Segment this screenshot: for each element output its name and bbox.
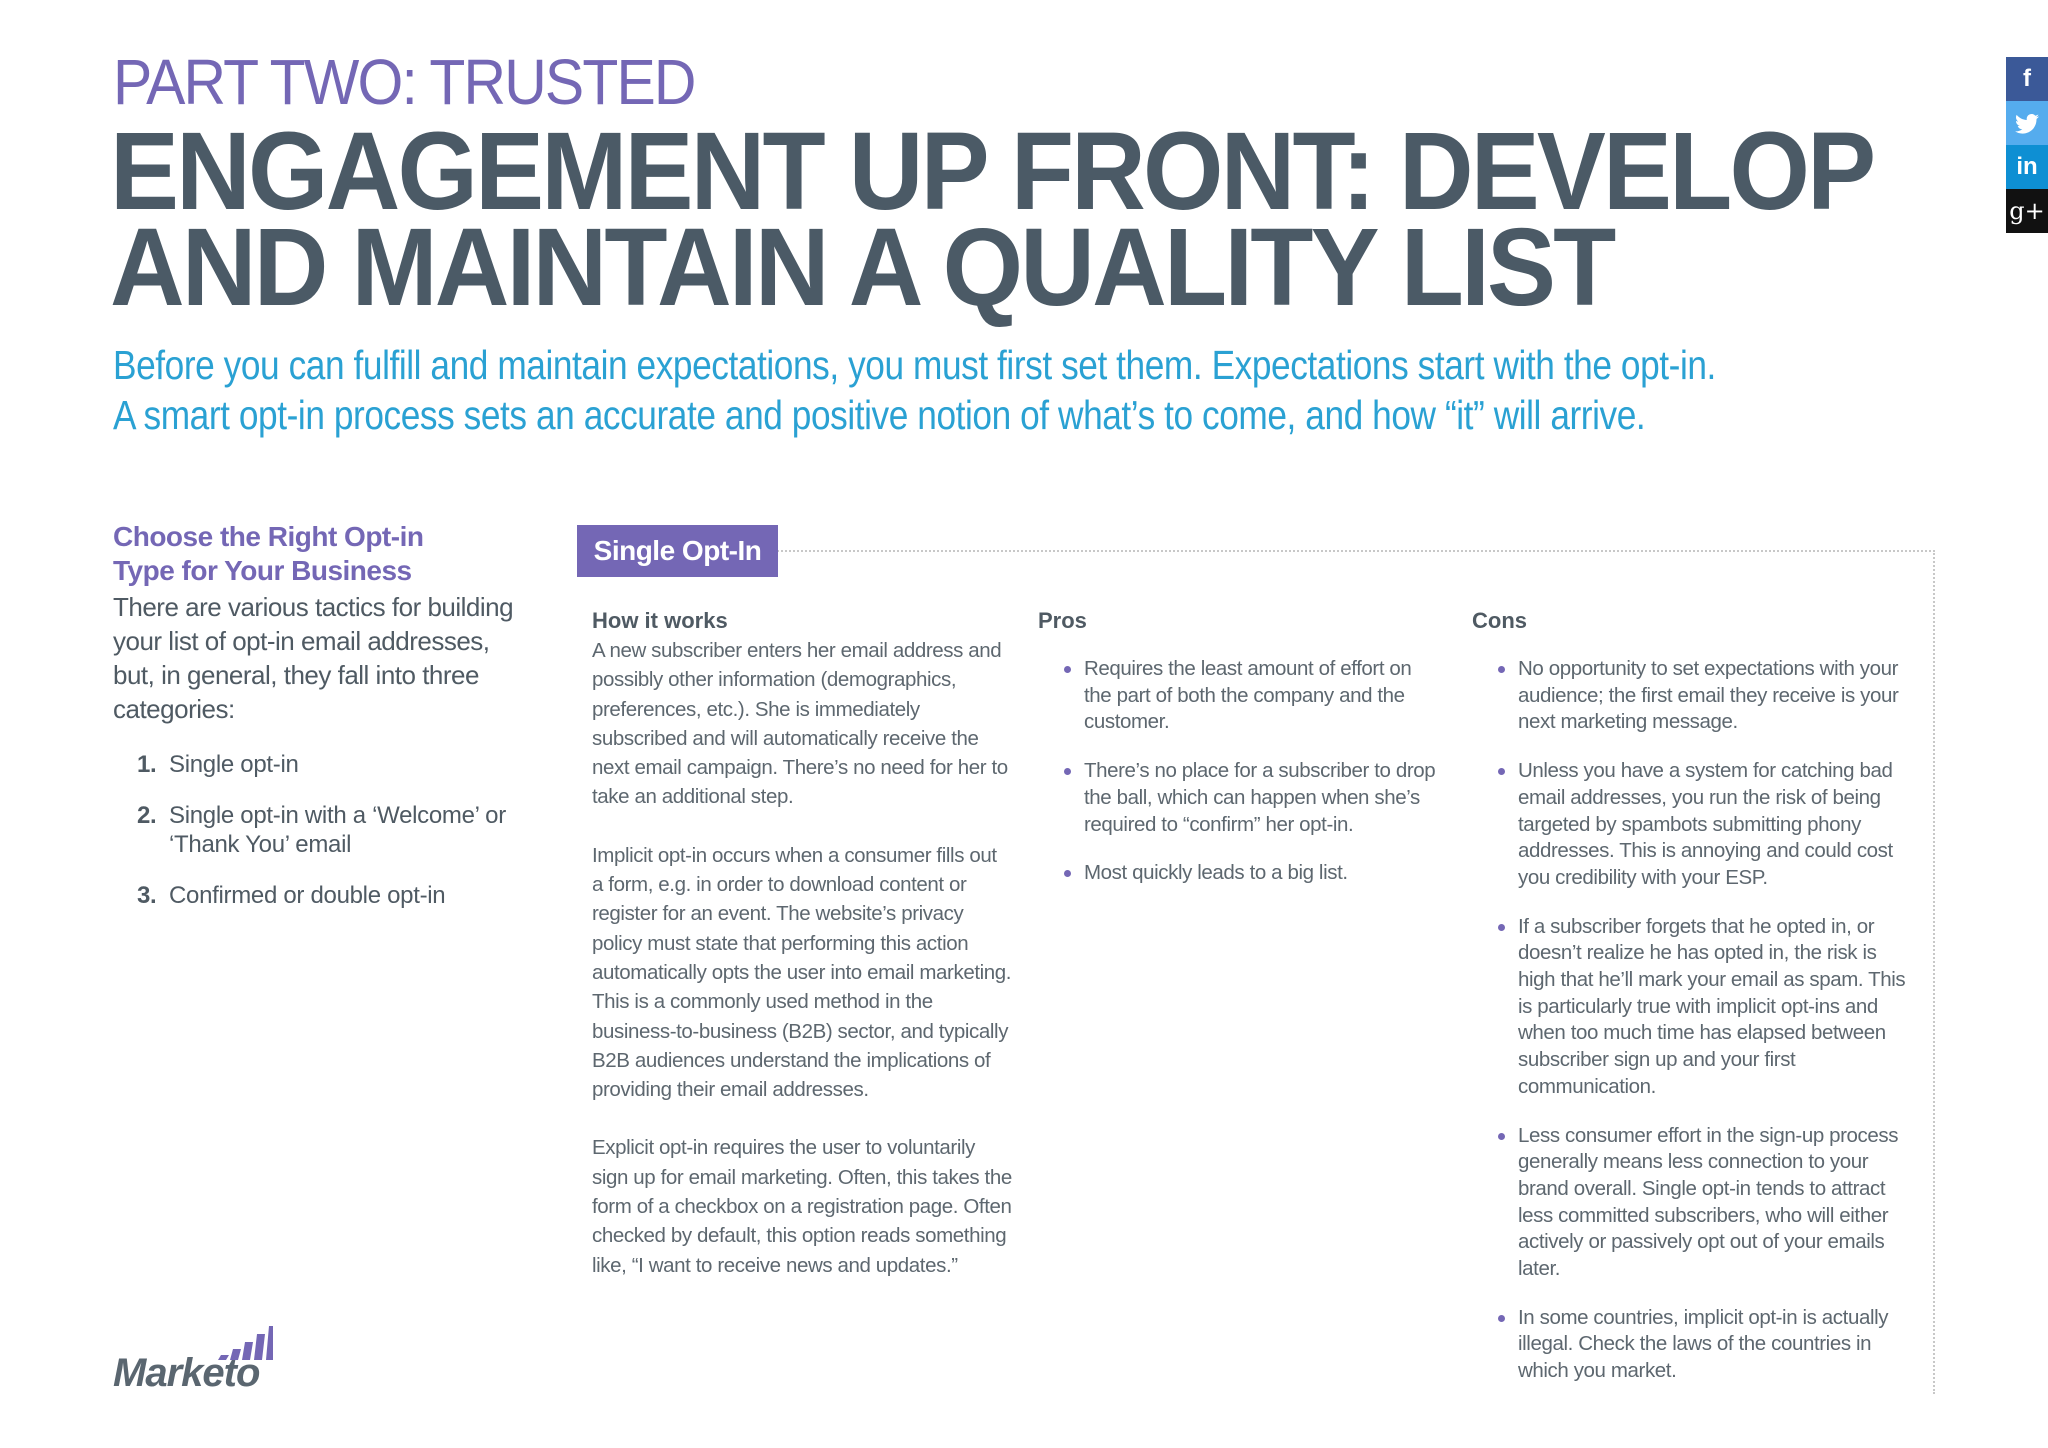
how-it-works-heading: How it works <box>592 608 728 633</box>
marketo-logo <box>113 1325 273 1395</box>
facebook-icon: f <box>2023 65 2031 92</box>
part-label: PART TWO: TRUSTED <box>113 46 695 118</box>
intro-line-1: Before you can fulfill and maintain expectations, you must first set them. Expectations start with the opt-in. <box>113 342 1716 388</box>
list-item-number: 3. <box>137 882 157 909</box>
sidebar-heading-line-1: Choose the Right Opt-in <box>113 521 424 552</box>
list-item <box>137 750 533 779</box>
list-item-number: 2. <box>137 802 157 829</box>
logo-wordmark: Marketo <box>113 1351 260 1395</box>
pros-heading: Pros <box>1038 608 1087 633</box>
intro-text <box>113 340 1716 440</box>
cons-heading: Cons <box>1472 608 1527 633</box>
sidebar <box>113 520 533 932</box>
google-plus-icon: g+ <box>2009 197 2045 225</box>
cons-column <box>1472 606 1912 1407</box>
how-paragraph: Implicit opt-in occurs when a consumer fills out a form, e.g. in order to download content or register for an event. The website’s privacy policy must state that performing this action automatically opts the user into email marketing. This is a commonly used method in the business-to-business (B2B) sector, and typically B2B audiences understand the implications of providing their email addresses. <box>592 843 1012 1102</box>
title-line-2: AND MAINTAIN A QUALITY LIST <box>110 206 1614 329</box>
pros-column <box>1038 606 1438 909</box>
pros-item: There’s no place for a subscriber to drop the ball, which can happen when she’s required to “confirm” her opt-in. <box>1038 758 1438 838</box>
list-item-number: 1. <box>137 751 157 778</box>
list-item-text: Single opt-in with a ‘Welcome’ or ‘Thank You’ email <box>169 802 506 858</box>
how-paragraph: Explicit opt-in requires the user to voluntarily sign up for email marketing. Often, this takes the form of a checkbox on a registration page. Often checked by default, this option reads something like, “I want to receive news and updates.” <box>592 1136 1012 1277</box>
twitter-icon <box>2015 109 2039 136</box>
sidebar-heading-line-2: Type for Your Business <box>113 555 412 586</box>
facebook-share-button[interactable] <box>2006 57 2048 101</box>
how-it-works-column <box>592 606 1012 1309</box>
sidebar-heading <box>113 520 533 588</box>
sidebar-body: There are various tactics for building your list of opt-in email addresses, but, in general, they fall into three categories: <box>113 592 514 724</box>
list-item <box>137 881 533 910</box>
single-opt-in-tab: Single Opt-In <box>577 525 778 577</box>
list-item <box>137 801 533 859</box>
social-share-bar <box>2006 57 2048 233</box>
google-plus-share-button[interactable] <box>2006 189 2048 233</box>
list-item-text: Confirmed or double opt-in <box>169 882 446 909</box>
cons-item: If a subscriber forgets that he opted in, or doesn’t realize he has opted in, the risk is high that he’ll mark your email as spam. This is particularly true with implicit opt-ins and when too much time has elapsed between subscriber sign up and your first communication. <box>1472 914 1912 1101</box>
page-title <box>110 110 1874 329</box>
linkedin-icon: in <box>2016 153 2038 180</box>
opt-in-types-list <box>137 750 533 910</box>
cons-list <box>1472 656 1912 1385</box>
cons-item: Unless you have a system for catching bad email addresses, you run the risk of being targeted by spambots submitting phony addresses. This is annoying and could cost you credibility with your ESP. <box>1472 758 1912 892</box>
cons-item: No opportunity to set expectations with your audience; the first email they receive is your next marketing message. <box>1472 656 1912 736</box>
list-item-text: Single opt-in <box>169 751 299 778</box>
cons-item: Less consumer effort in the sign-up process generally means less connection to your brand overall. Single opt-in tends to attract less committed subscribers, who will either actively or passively opt out of your emails later. <box>1472 1123 1912 1283</box>
twitter-share-button[interactable] <box>2006 101 2048 145</box>
linkedin-share-button[interactable] <box>2006 145 2048 189</box>
pros-list <box>1038 656 1438 887</box>
pros-item: Requires the least amount of effort on the part of both the company and the customer. <box>1038 656 1438 736</box>
cons-item: In some countries, implicit opt-in is actually illegal. Check the laws of the countries in which you market. <box>1472 1305 1912 1385</box>
intro-line-2: A smart opt-in process sets an accurate and positive notion of what’s to come, and how “it” will arrive. <box>113 392 1646 438</box>
pros-item: Most quickly leads to a big list. <box>1038 860 1438 887</box>
title-line-1: ENGAGEMENT UP FRONT: DEVELOP <box>110 110 1874 233</box>
how-paragraph: A new subscriber enters her email address and possibly other information (demographics, preferences, etc.). She is immediately subscribed and will automatically receive the next email campaign. There’s no need for her to take an additional step. <box>592 639 1008 809</box>
